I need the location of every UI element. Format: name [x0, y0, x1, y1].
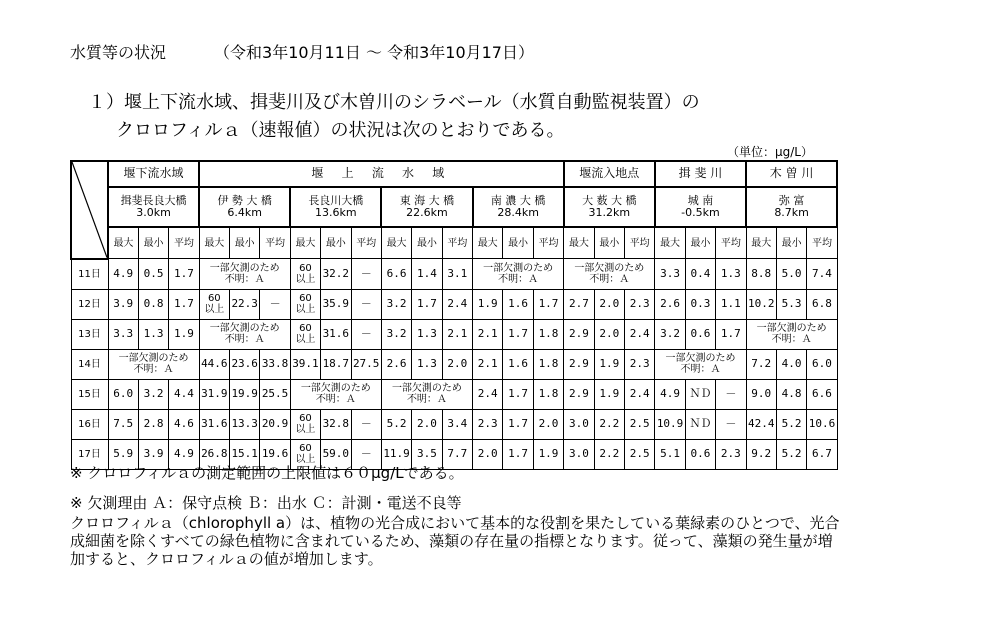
value-cell: 4.9 — [169, 439, 199, 469]
value-cell: 1.6 — [503, 349, 533, 379]
value-cell: 6.0 — [108, 379, 138, 409]
corner-cell — [71, 161, 108, 259]
chlorophyll-table — [70, 160, 838, 470]
value-cell: 9.2 — [746, 439, 776, 469]
value-cell: 2.9 — [564, 349, 594, 379]
missing-note-cell — [746, 319, 837, 349]
subheader-cell: 最大 — [564, 227, 594, 259]
missing-note-line-1: 一部欠測のため — [574, 262, 645, 274]
chlorophyll-description: クロロフィルａ（chlorophyll a）は、植物の光合成において基本的な役割を果たしている葉緑素のひとつで、光合成細菌を除くすべての緑色植物に含まれているため、藻類の存在量の指標となります。従って、藻類の発生量が増加すると、クロロフィルａの値が増加します。 — [70, 514, 840, 568]
header-row-groups — [71, 161, 837, 187]
value-cell: 2.4 — [625, 379, 655, 409]
over-limit-line-2: 以上 — [295, 424, 316, 435]
station-distance: 22.6km — [406, 206, 448, 219]
station-distance: 13.6km — [315, 206, 357, 219]
value-cell: 35.9 — [321, 289, 351, 319]
value-cell: 2.4 — [625, 319, 655, 349]
value-cell: 5.1 — [655, 439, 685, 469]
value-cell: 7.4 — [807, 259, 837, 290]
subheader-cell: 平均 — [716, 227, 746, 259]
subheader-cell: 最小 — [503, 227, 533, 259]
station-header — [746, 187, 837, 227]
value-cell: 33.8 — [260, 349, 290, 379]
missing-note-line-1: 一部欠測のため — [118, 353, 189, 364]
station-header — [473, 187, 564, 227]
value-cell: － — [351, 319, 381, 349]
value-cell: － — [260, 289, 290, 319]
value-cell: 3.2 — [381, 289, 411, 319]
value-cell: 26.8 — [199, 439, 229, 469]
group-downstream: 堰下流水域 — [108, 161, 199, 187]
value-cell: 3.9 — [138, 439, 168, 469]
value-cell: 2.1 — [473, 349, 503, 379]
value-cell: － — [351, 289, 381, 319]
value-cell: 19.9 — [230, 379, 260, 409]
value-cell: 0.5 — [138, 259, 168, 290]
subheader-cell: 平均 — [625, 227, 655, 259]
title-period: （令和3年10月11日 ～ 令和3年10月17日） — [214, 43, 534, 62]
subheader-cell: 最小 — [321, 227, 351, 259]
station-distance: 3.0km — [136, 206, 171, 219]
station-header — [655, 187, 746, 227]
station-header — [564, 187, 655, 227]
value-cell: 4.8 — [776, 379, 806, 409]
value-cell: 18.7 — [321, 349, 351, 379]
missing-note-line-1: 一部欠測のため — [300, 383, 371, 394]
station-name: 城 南 — [687, 193, 714, 207]
value-cell: 59.0 — [321, 439, 351, 469]
table-row — [71, 259, 837, 290]
value-cell: 1.8 — [533, 349, 564, 379]
value-cell: 3.0 — [564, 409, 594, 439]
value-cell: 1.9 — [169, 319, 199, 349]
value-cell: 19.6 — [260, 439, 290, 469]
day-cell: 17日 — [71, 439, 108, 469]
value-cell: 6.6 — [807, 379, 837, 409]
value-cell: 1.7 — [412, 289, 442, 319]
value-cell: 31.6 — [321, 319, 351, 349]
value-cell: 3.3 — [655, 259, 685, 290]
value-cell: 1.7 — [503, 319, 533, 349]
value-cell: 1.3 — [716, 259, 746, 290]
value-cell: 11.9 — [381, 439, 411, 469]
station-header — [290, 187, 381, 227]
day-cell: 15日 — [71, 379, 108, 409]
subheader-cell: 平均 — [351, 227, 381, 259]
value-cell: 2.5 — [625, 409, 655, 439]
subheader-cell: 最大 — [655, 227, 685, 259]
missing-note-line-2: 不明：Ａ — [224, 334, 265, 345]
missing-note-cell — [199, 319, 290, 349]
missing-note-line-2: 不明：Ａ — [680, 364, 721, 375]
value-cell: 5.3 — [776, 289, 806, 319]
value-cell: 5.2 — [776, 439, 806, 469]
value-cell: 3.4 — [442, 409, 472, 439]
value-cell: 2.0 — [442, 349, 472, 379]
value-cell: 1.7 — [169, 259, 199, 290]
missing-note-line-2: 不明：Ａ — [406, 394, 447, 405]
over-limit-line-1: 60 — [299, 293, 312, 304]
value-cell: 1.7 — [503, 409, 533, 439]
value-cell: － — [351, 439, 381, 469]
over-limit-line-2: 以上 — [204, 304, 225, 315]
over-limit-line-2: 以上 — [295, 304, 316, 315]
value-cell: 1.9 — [473, 289, 503, 319]
value-cell: － — [716, 409, 746, 439]
missing-note-line-2: 不明：Ａ — [224, 273, 265, 285]
value-cell: 1.8 — [533, 379, 564, 409]
value-cell: － — [351, 259, 381, 290]
missing-note-cell — [473, 259, 564, 290]
page-title — [70, 40, 534, 63]
value-cell: － — [351, 409, 381, 439]
value-cell: 2.0 — [412, 409, 442, 439]
value-cell: 1.7 — [716, 319, 746, 349]
value-cell: 5.2 — [381, 409, 411, 439]
station-name: 揖斐長良大橋 — [120, 193, 187, 207]
missing-note-cell — [655, 349, 746, 379]
subheader-cell: 平均 — [260, 227, 290, 259]
missing-note-cell — [290, 379, 381, 409]
value-cell: 2.3 — [625, 349, 655, 379]
value-cell: 27.5 — [351, 349, 381, 379]
missing-note-cell — [381, 379, 472, 409]
over-limit-line-1: 60 — [299, 323, 312, 334]
value-cell: 4.9 — [655, 379, 685, 409]
value-cell: 8.8 — [746, 259, 776, 290]
missing-note-line-1: 一部欠測のため — [483, 262, 554, 274]
missing-note-line-2: 不明：Ａ — [315, 394, 356, 405]
value-cell: 2.4 — [473, 379, 503, 409]
over-limit-cell — [290, 259, 320, 290]
missing-note-line-1: 一部欠測のため — [209, 323, 280, 334]
value-cell: 6.6 — [381, 259, 411, 290]
value-cell: 39.1 — [290, 349, 320, 379]
value-cell: 3.2 — [381, 319, 411, 349]
value-cell: 4.9 — [108, 259, 138, 290]
value-cell: 2.8 — [138, 409, 168, 439]
subheader-cell: 最大 — [199, 227, 229, 259]
missing-note-line-1: 一部欠測のため — [665, 353, 736, 364]
table-row — [71, 349, 837, 379]
value-cell: 1.3 — [412, 349, 442, 379]
value-cell: 6.0 — [807, 349, 837, 379]
value-cell: 1.7 — [533, 289, 564, 319]
over-limit-line-2: 以上 — [295, 454, 316, 465]
day-cell: 12日 — [71, 289, 108, 319]
table-row — [71, 379, 837, 409]
value-cell: 3.9 — [108, 289, 138, 319]
value-cell: 2.5 — [625, 439, 655, 469]
value-cell: 3.5 — [412, 439, 442, 469]
missing-note-line-2: 不明：Ａ — [589, 273, 630, 285]
day-cell: 16日 — [71, 409, 108, 439]
value-cell: 2.0 — [473, 439, 503, 469]
value-cell: 42.4 — [746, 409, 776, 439]
value-cell: 13.3 — [230, 409, 260, 439]
value-cell: 2.1 — [442, 319, 472, 349]
value-cell: 2.9 — [564, 319, 594, 349]
value-cell: － — [716, 379, 746, 409]
table-row — [71, 289, 837, 319]
value-cell: 6.8 — [807, 289, 837, 319]
subheader-cell: 平均 — [807, 227, 837, 259]
day-cell: 14日 — [71, 349, 108, 379]
value-cell: 0.3 — [685, 289, 715, 319]
value-cell: 1.3 — [138, 319, 168, 349]
value-cell: 5.0 — [776, 259, 806, 290]
value-cell: 32.2 — [321, 259, 351, 290]
station-name: 長良川大橋 — [308, 193, 364, 207]
value-cell: 1.1 — [716, 289, 746, 319]
value-cell: 1.7 — [503, 439, 533, 469]
subheader-cell: 最大 — [290, 227, 320, 259]
missing-note-line-1: 一部欠測のため — [756, 323, 827, 334]
value-cell: 9.0 — [746, 379, 776, 409]
value-cell: 2.3 — [473, 409, 503, 439]
station-header — [199, 187, 290, 227]
value-cell: 25.5 — [260, 379, 290, 409]
value-cell: 0.8 — [138, 289, 168, 319]
diagonal-line — [72, 162, 107, 258]
value-cell: 31.6 — [199, 409, 229, 439]
value-cell: 1.3 — [412, 319, 442, 349]
header-row-stations — [71, 187, 837, 227]
value-cell: 2.2 — [594, 439, 624, 469]
station-name: 東 海 大 橋 — [399, 193, 455, 207]
missing-note-cell — [564, 259, 655, 290]
station-header — [381, 187, 472, 227]
missing-note-line-1: 一部欠測のため — [391, 383, 462, 394]
group-upstream: 堰 上 流 水 域 — [199, 161, 564, 187]
value-cell: 1.9 — [533, 439, 564, 469]
table-row — [71, 319, 837, 349]
subheader-cell: 最大 — [746, 227, 776, 259]
over-limit-cell — [290, 289, 320, 319]
station-distance: 8.7km — [774, 206, 809, 219]
value-cell: 2.6 — [381, 349, 411, 379]
table-row — [71, 409, 837, 439]
value-cell: ＮＤ — [685, 379, 715, 409]
value-cell: 2.7 — [564, 289, 594, 319]
table-body — [71, 161, 837, 469]
subheader-cell: 平均 — [169, 227, 199, 259]
subheader-cell: 最大 — [473, 227, 503, 259]
station-distance: 6.4km — [227, 206, 262, 219]
subheader-cell: 平均 — [442, 227, 472, 259]
value-cell: 0.4 — [685, 259, 715, 290]
value-cell: 1.7 — [169, 289, 199, 319]
over-limit-cell — [290, 319, 320, 349]
station-header — [108, 187, 199, 227]
value-cell: 1.9 — [594, 379, 624, 409]
header-row-subheaders — [71, 227, 837, 259]
over-limit-line-1: 60 — [207, 293, 221, 304]
group-ibi-river: 揖 斐 川 — [655, 161, 746, 187]
group-kiso-river: 木 曽 川 — [746, 161, 837, 187]
over-limit-cell — [290, 409, 320, 439]
value-cell: ＮＤ — [685, 409, 715, 439]
missing-note-cell — [199, 259, 290, 290]
value-cell: 0.6 — [685, 319, 715, 349]
value-cell: 3.2 — [655, 319, 685, 349]
value-cell: 2.3 — [625, 289, 655, 319]
value-cell: 2.0 — [594, 289, 624, 319]
value-cell: 3.3 — [108, 319, 138, 349]
missing-note-cell — [108, 349, 199, 379]
over-limit-line-2: 以上 — [295, 334, 316, 345]
value-cell: 2.1 — [473, 319, 503, 349]
value-cell: 3.0 — [564, 439, 594, 469]
over-limit-line-1: 60 — [299, 443, 312, 454]
value-cell: 31.9 — [199, 379, 229, 409]
subheader-cell: 最小 — [776, 227, 806, 259]
station-name: 大 薮 大 橋 — [582, 193, 637, 207]
value-cell: 2.2 — [594, 409, 624, 439]
value-cell: 0.6 — [685, 439, 715, 469]
intro-line-1: １）堰上下流水域、揖斐川及び木曽川のシラベール（水質自動監視装置）の — [88, 92, 700, 113]
over-limit-line-1: 60 — [299, 262, 312, 274]
subheader-cell: 平均 — [533, 227, 564, 259]
unit-label: （単位：μg/L） — [727, 145, 813, 159]
value-cell: 2.6 — [655, 289, 685, 319]
missing-note-line-2: 不明：Ａ — [133, 364, 174, 375]
station-distance: 28.4km — [497, 206, 539, 219]
value-cell: 2.0 — [533, 409, 564, 439]
value-cell: 23.6 — [230, 349, 260, 379]
value-cell: 10.2 — [746, 289, 776, 319]
subheader-cell: 最小 — [594, 227, 624, 259]
subheader-cell: 最大 — [108, 227, 138, 259]
value-cell: 5.9 — [108, 439, 138, 469]
value-cell: 4.0 — [776, 349, 806, 379]
station-name: 弥 富 — [778, 193, 805, 207]
subheader-cell: 最小 — [412, 227, 442, 259]
footnote-range: ※ クロロフィルａの測定範囲の上限値は６０μg/Lである。 — [70, 464, 464, 482]
missing-note-line-2: 不明：Ａ — [771, 334, 812, 345]
value-cell: 10.9 — [655, 409, 685, 439]
over-limit-cell — [199, 289, 229, 319]
value-cell: 1.6 — [503, 289, 533, 319]
value-cell: 44.6 — [199, 349, 229, 379]
value-cell: 15.1 — [230, 439, 260, 469]
title-text: 水質等の状況 — [70, 43, 167, 62]
station-distance: 31.2km — [588, 206, 631, 219]
value-cell: 22.3 — [230, 289, 260, 319]
value-cell: 7.2 — [746, 349, 776, 379]
value-cell: 2.0 — [594, 319, 624, 349]
value-cell: 4.4 — [169, 379, 199, 409]
value-cell: 6.7 — [807, 439, 837, 469]
value-cell: 2.4 — [442, 289, 472, 319]
value-cell: 7.7 — [442, 439, 472, 469]
value-cell: 3.2 — [138, 379, 168, 409]
station-name: 南 濃 大 橋 — [490, 193, 546, 207]
over-limit-line-1: 60 — [299, 413, 312, 424]
value-cell: 10.6 — [807, 409, 837, 439]
station-distance: -0.5km — [681, 206, 720, 219]
missing-note-line-2: 不明：Ａ — [498, 273, 539, 285]
missing-note-line-1: 一部欠測のため — [209, 262, 280, 274]
value-cell: 2.9 — [564, 379, 594, 409]
value-cell: 1.4 — [412, 259, 442, 290]
value-cell: 5.2 — [776, 409, 806, 439]
group-inflow: 堰流入地点 — [564, 161, 655, 187]
subheader-cell: 最小 — [138, 227, 168, 259]
over-limit-line-2: 以上 — [295, 273, 316, 285]
intro-line-2: クロロフィルａ（速報値）の状況は次のとおりである。 — [116, 120, 565, 141]
day-cell: 13日 — [71, 319, 108, 349]
value-cell: 3.1 — [442, 259, 472, 290]
value-cell: 7.5 — [108, 409, 138, 439]
value-cell: 1.7 — [503, 379, 533, 409]
value-cell: 1.8 — [533, 319, 564, 349]
subheader-cell: 最小 — [230, 227, 260, 259]
day-cell: 11日 — [71, 259, 108, 290]
subheader-cell: 最大 — [381, 227, 411, 259]
subheader-cell: 最小 — [685, 227, 715, 259]
station-name: 伊 勢 大 橋 — [217, 193, 272, 207]
value-cell: 20.9 — [260, 409, 290, 439]
footnote-missing-reasons: ※ 欠測理由 Ａ：保守点検 Ｂ：出水 Ｃ：計測・電送不良等 — [70, 494, 462, 512]
value-cell: 2.3 — [716, 439, 746, 469]
value-cell: 1.9 — [594, 349, 624, 379]
value-cell: 4.6 — [169, 409, 199, 439]
value-cell: 32.8 — [321, 409, 351, 439]
